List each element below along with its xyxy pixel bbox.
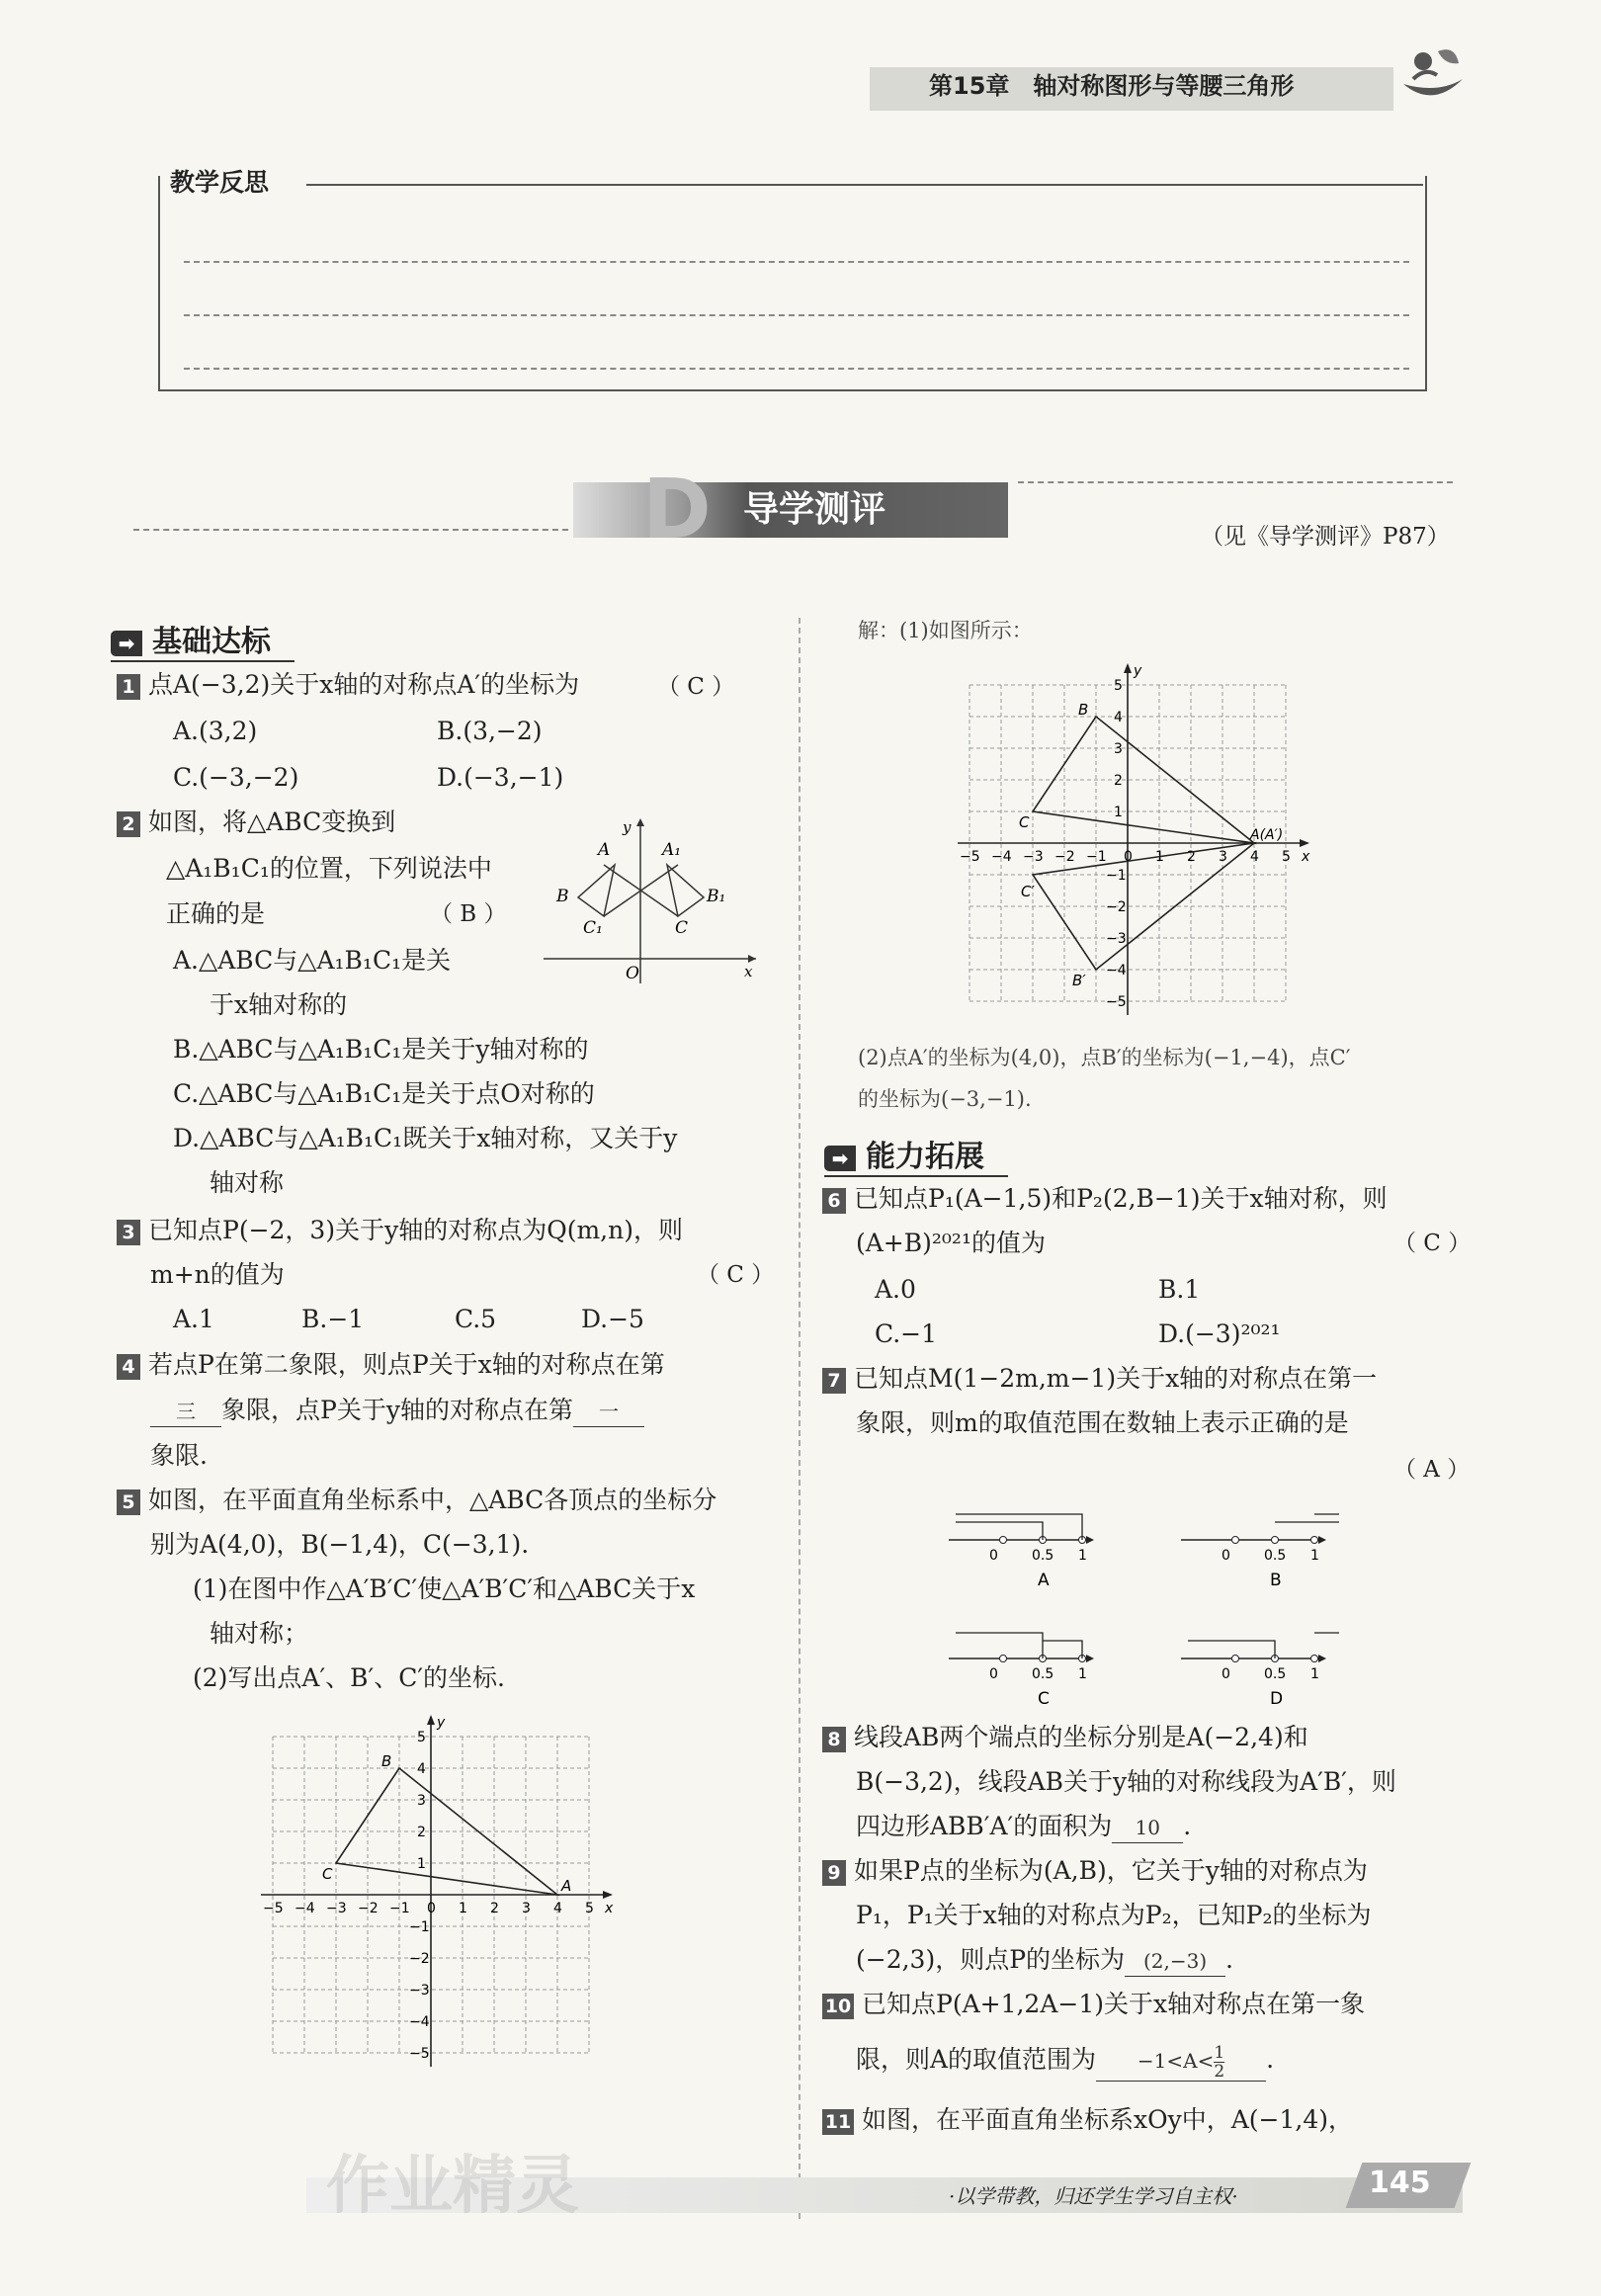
q7-number-lines xyxy=(944,1490,1339,1713)
q5-sub-1b: 轴对称； xyxy=(210,1619,309,1648)
reflection-title: 教学反思 xyxy=(170,168,279,198)
q2-stem-1: 2 如图，将△ABC变换到 xyxy=(117,808,395,837)
q9-line-1: 9 如果P点的坐标为(A,B)，它关于y轴的对称点为 xyxy=(822,1856,1368,1886)
q8-blank: 10 xyxy=(1112,1813,1183,1843)
q5-sub-1a: (1)在图中作△A′B′C′使△A′B′C′和△ABC关于x xyxy=(193,1574,696,1603)
y-tick-label: 3 xyxy=(417,1793,426,1809)
q3-number: 3 xyxy=(117,1220,140,1245)
banner-letter: D xyxy=(642,461,712,557)
q2-label-x: x xyxy=(744,963,753,980)
y-tick-label: −4 xyxy=(1106,963,1127,978)
q6-stem-1: 6 已知点P₁(A−1,5)和P₂(2,B−1)关于x轴对称，则 xyxy=(822,1184,1388,1214)
x-tick-label: −5 xyxy=(960,849,980,865)
interval-mark xyxy=(1314,1633,1339,1658)
x-tick-label: −3 xyxy=(326,1901,347,1916)
number-line-point xyxy=(1000,1537,1007,1544)
q4-line-1: 4 若点P在第二象限，则点P关于x轴的对称点在第 xyxy=(117,1350,665,1380)
tick-half: 0.5 xyxy=(1032,1548,1054,1564)
banner-title: 导学测评 xyxy=(743,489,886,530)
banner-left-line xyxy=(133,529,568,531)
y-axis-label: y xyxy=(437,1715,446,1731)
tick-zero: 0 xyxy=(989,1548,998,1564)
q3-option-b: B.−1 xyxy=(301,1305,365,1333)
x-tick-label: −1 xyxy=(1086,849,1107,865)
q7-answer: （ A ） xyxy=(1393,1457,1471,1483)
x-tick-label: 1 xyxy=(459,1901,467,1916)
q10-number: 10 xyxy=(822,1994,854,2019)
y-tick-label: −3 xyxy=(409,1983,430,1998)
sol5-line-2: 的坐标为(−3,−1). xyxy=(858,1087,1032,1111)
point-b-label: B xyxy=(1078,701,1089,719)
q4-blank-1: 三 xyxy=(150,1397,221,1427)
tick-zero: 0 xyxy=(1222,1548,1230,1564)
q6-stem-2: (A+B)²⁰²¹的值为 xyxy=(856,1229,1046,1257)
reflection-dotted-line xyxy=(184,368,1409,370)
y-tick-label: 3 xyxy=(1114,741,1123,757)
q6-option-d: D.(−3)²⁰²¹ xyxy=(1158,1319,1281,1348)
x-tick-label: −1 xyxy=(389,1901,410,1916)
arrow-icon: ➡ xyxy=(824,1146,856,1171)
number-line-point xyxy=(1000,1656,1007,1662)
x-tick-label: 0 xyxy=(1124,849,1133,865)
tick-one: 1 xyxy=(1078,1666,1087,1682)
y-tick-label: −5 xyxy=(1106,994,1127,1010)
y-axis-label: y xyxy=(1134,663,1142,679)
arrow-icon: ➡ xyxy=(111,631,142,656)
reflection-box xyxy=(158,176,1427,391)
sol5-intro: 解：(1)如图所示： xyxy=(858,619,1033,642)
q5-sub-2: (2)写出点A′、B′、C′的坐标. xyxy=(193,1663,505,1692)
number-line-point xyxy=(1232,1656,1239,1662)
q1-answer: （ C ） xyxy=(657,674,735,700)
point-a-label: A xyxy=(561,1877,572,1895)
y-tick-label: 5 xyxy=(417,1730,426,1745)
y-axis-arrow xyxy=(1124,663,1132,673)
q1-option-c: C.(−3,−2) xyxy=(173,763,299,792)
y-tick-label: 1 xyxy=(1114,805,1123,820)
option-label: C xyxy=(1038,1689,1050,1709)
x-axis-label: x xyxy=(605,1901,614,1916)
tick-one: 1 xyxy=(1078,1548,1087,1564)
banner-reference: （见《导学测评》P87） xyxy=(1201,524,1450,550)
tick-zero: 0 xyxy=(1222,1666,1230,1682)
y-tick-label: 2 xyxy=(417,1825,426,1840)
x-tick-label: −2 xyxy=(1054,849,1075,865)
sol5-line-1: (2)点A′的坐标为(4,0)，点B′的坐标为(−1,−4)，点C′ xyxy=(858,1046,1351,1069)
q2-stem-2: △A₁B₁C₁的位置，下列说法中 xyxy=(166,854,492,883)
number-line-point xyxy=(1311,1537,1318,1544)
q2-option-c: C.△ABC与△A₁B₁C₁是关于点O对称的 xyxy=(173,1079,595,1108)
x-tick-label: 5 xyxy=(585,1901,594,1916)
q3-option-a: A.1 xyxy=(173,1305,214,1333)
point-c-label: C xyxy=(1019,813,1030,831)
q2-label-b1: B₁ xyxy=(707,887,726,906)
x-tick-label: −3 xyxy=(1023,849,1044,865)
y-tick-label: −3 xyxy=(1106,931,1127,947)
y-tick-label: −2 xyxy=(409,1951,430,1967)
q2-answer: （ B ） xyxy=(430,901,507,927)
x-tick-label: 3 xyxy=(522,1901,531,1916)
tick-one: 1 xyxy=(1310,1666,1319,1682)
reflection-dotted-line xyxy=(184,314,1409,316)
section-ability-heading: ➡ 能力拓展 xyxy=(824,1132,1008,1177)
q10-line-2: 限，则A的取值范围为 −1<A< $\frac{1}{2}$ . xyxy=(856,2043,1275,2082)
q4-blank-2: 一 xyxy=(573,1397,644,1427)
q8-number: 8 xyxy=(822,1727,846,1752)
point-a-label: A(A′) xyxy=(1250,827,1284,843)
chapter-title: 第15章 轴对称图形与等腰三角形 xyxy=(929,72,1295,100)
x-tick-label: 5 xyxy=(1282,849,1291,865)
tick-half: 0.5 xyxy=(1032,1666,1054,1682)
option-label: D xyxy=(1270,1689,1284,1709)
reflection-top-line xyxy=(306,184,1423,186)
q4-number: 4 xyxy=(117,1354,140,1380)
interval-mark xyxy=(1314,1514,1339,1540)
q2-number: 2 xyxy=(117,811,140,837)
footer-motto: ·以学带教，归还学生学习自主权· xyxy=(949,2184,1238,2208)
q7-stem-2: 象限，则m的取值范围在数轴上表示正确的是 xyxy=(856,1408,1349,1437)
x-tick-label: 3 xyxy=(1219,849,1227,865)
y-tick-label: −4 xyxy=(409,2014,430,2030)
interval-mark xyxy=(956,1522,1043,1540)
tick-zero: 0 xyxy=(989,1666,998,1682)
q3-stem-1: 3 已知点P(−2，3)关于y轴的对称点为Q(m,n)，则 xyxy=(117,1216,683,1245)
number-line-point xyxy=(1232,1537,1239,1544)
x-axis-label: x xyxy=(1302,849,1310,865)
x-axis-arrow xyxy=(603,1891,613,1899)
y-tick-label: −5 xyxy=(409,2046,430,2062)
reflection-dotted-line xyxy=(184,261,1409,263)
q6-option-c: C.−1 xyxy=(875,1319,938,1348)
point-b-prime-label: B′ xyxy=(1072,972,1086,989)
q2-label-y: y xyxy=(623,818,632,836)
point-c-label: C xyxy=(322,1865,333,1883)
q1-option-b: B.(3,−2) xyxy=(437,717,543,745)
watermark: 作业精灵 xyxy=(326,2150,579,2223)
x-tick-label: 2 xyxy=(490,1901,499,1916)
q2-label-b: B xyxy=(556,887,569,906)
q2-option-a-2: 于x轴对称的 xyxy=(210,990,348,1019)
q11-number: 11 xyxy=(822,2109,854,2135)
y-tick-label: 5 xyxy=(1114,678,1123,694)
q2-label-c1: C₁ xyxy=(583,918,603,938)
q2-option-d-2: 轴对称 xyxy=(210,1168,285,1197)
q8-line-3: 四边形ABB′A′的面积为 10 . xyxy=(856,1812,1191,1843)
q2-option-d-1: D.△ABC与△A₁B₁C₁既关于x轴对称，又关于y xyxy=(173,1124,678,1152)
q5-number: 5 xyxy=(117,1489,140,1515)
sol5-coordinate-grid xyxy=(954,657,1339,1028)
q2-option-a-1: A.△ABC与△A₁B₁C₁是关 xyxy=(173,946,452,975)
point-b-label: B xyxy=(381,1752,392,1770)
x-tick-label: −2 xyxy=(358,1901,379,1916)
q2-label-c: C xyxy=(675,918,689,938)
tick-half: 0.5 xyxy=(1264,1666,1287,1682)
number-line-point xyxy=(1272,1537,1279,1544)
q3-stem-2: m+n的值为 xyxy=(150,1260,285,1289)
y-tick-label: −1 xyxy=(409,1919,430,1935)
section-basic-heading: ➡ 基础达标 xyxy=(111,617,295,662)
number-line-arrow xyxy=(1086,1536,1094,1544)
x-tick-label: 0 xyxy=(427,1901,436,1916)
q1-stem: 1 点A(−3,2)关于x轴的对称点A′的坐标为 xyxy=(117,670,579,700)
q9-number: 9 xyxy=(822,1860,846,1886)
interval-mark xyxy=(1275,1522,1339,1540)
option-label: A xyxy=(1038,1571,1050,1590)
y-tick-label: 1 xyxy=(417,1856,426,1872)
q2-label-a: A xyxy=(598,840,611,860)
option-label: B xyxy=(1270,1571,1282,1590)
x-tick-label: 1 xyxy=(1155,849,1164,865)
x-tick-label: −5 xyxy=(263,1901,284,1916)
q3-option-c: C.5 xyxy=(455,1305,497,1333)
interval-mark xyxy=(956,1633,1043,1658)
x-tick-label: 4 xyxy=(553,1901,562,1916)
tick-one: 1 xyxy=(1310,1548,1319,1564)
x-tick-label: 4 xyxy=(1250,849,1259,865)
y-tick-label: 4 xyxy=(417,1761,426,1777)
q1-option-d: D.(−3,−1) xyxy=(437,763,564,792)
q3-option-d: D.−5 xyxy=(581,1305,644,1333)
q5-line-2: 别为A(4,0)，B(−1,4)，C(−3,1). xyxy=(150,1530,530,1559)
number-line-arrow xyxy=(1318,1536,1326,1544)
x-tick-label: −4 xyxy=(295,1901,315,1916)
q9-blank: (2,−3) xyxy=(1125,1946,1225,1977)
y-tick-label: 4 xyxy=(1114,710,1123,725)
q9-line-3: (−2,3)，则点P的坐标为 (2,−3) . xyxy=(856,1945,1233,1977)
x-tick-label: −4 xyxy=(991,849,1012,865)
y-tick-label: −1 xyxy=(1106,868,1127,884)
q1-option-a: A.(3,2) xyxy=(173,717,258,745)
x-tick-label: 2 xyxy=(1187,849,1196,865)
q2-option-b: B.△ABC与△A₁B₁C₁是关于y轴对称的 xyxy=(173,1035,589,1063)
q9-line-2: P₁，P₁关于x轴的对称点为P₂，已知P₂的坐标为 xyxy=(856,1901,1372,1929)
interval-mark xyxy=(1043,1641,1082,1658)
q3-answer: （ C ） xyxy=(697,1262,775,1288)
column-divider xyxy=(799,618,800,2219)
interval-mark xyxy=(956,1514,1082,1540)
q4-line-3: 象限. xyxy=(150,1441,208,1470)
q6-number: 6 xyxy=(822,1188,846,1214)
q4-line-2: 三 象限，点P关于y轴的对称点在第 一 xyxy=(150,1396,644,1427)
banner-right-line xyxy=(1018,481,1453,483)
q8-line-2: B(−3,2)，线段AB关于y轴的对称线段为A′B′，则 xyxy=(856,1767,1396,1796)
y-tick-label: 2 xyxy=(1114,773,1123,789)
q2-stem-3: 正确的是 xyxy=(166,899,266,928)
q6-option-b: B.1 xyxy=(1158,1275,1201,1304)
q10-blank: −1<A< $\frac{1}{2}$ xyxy=(1096,2044,1266,2082)
q2-label-o: O xyxy=(626,964,639,983)
q7-stem-1: 7 已知点M(1−2m,m−1)关于x轴的对称点在第一 xyxy=(822,1364,1377,1394)
y-axis-arrow xyxy=(427,1715,435,1725)
page-number: 145 xyxy=(1369,2166,1431,2200)
x-axis-arrow xyxy=(1300,839,1309,847)
interval-mark xyxy=(1188,1641,1275,1658)
number-line-arrow xyxy=(1086,1655,1094,1662)
q5-coordinate-grid xyxy=(255,1715,642,2071)
q5-line-1: 5 如图，在平面直角坐标系中，△ABC各顶点的坐标分 xyxy=(117,1486,716,1515)
point-c-prime-label: C′ xyxy=(1021,883,1035,900)
y-tick-label: −2 xyxy=(1106,899,1127,915)
number-line-point xyxy=(1311,1656,1318,1662)
q11-line-1: 11 如图，在平面直角坐标系xOy中，A(−1,4)， xyxy=(822,2105,1353,2135)
logo-icon xyxy=(1393,40,1473,111)
q8-line-1: 8 线段AB两个端点的坐标分别是A(−2,4)和 xyxy=(822,1723,1308,1752)
tick-half: 0.5 xyxy=(1264,1548,1287,1564)
number-line-arrow xyxy=(1318,1655,1326,1662)
q1-number: 1 xyxy=(117,674,140,700)
q2-label-a1: A₁ xyxy=(662,840,682,860)
q6-option-a: A.0 xyxy=(875,1275,916,1304)
q6-answer: （ C ） xyxy=(1393,1231,1472,1256)
q7-number: 7 xyxy=(822,1368,846,1394)
q2-figure xyxy=(539,810,761,988)
q10-line-1: 10 已知点P(A+1,2A−1)关于x轴对称点在第一象 xyxy=(822,1990,1365,2019)
